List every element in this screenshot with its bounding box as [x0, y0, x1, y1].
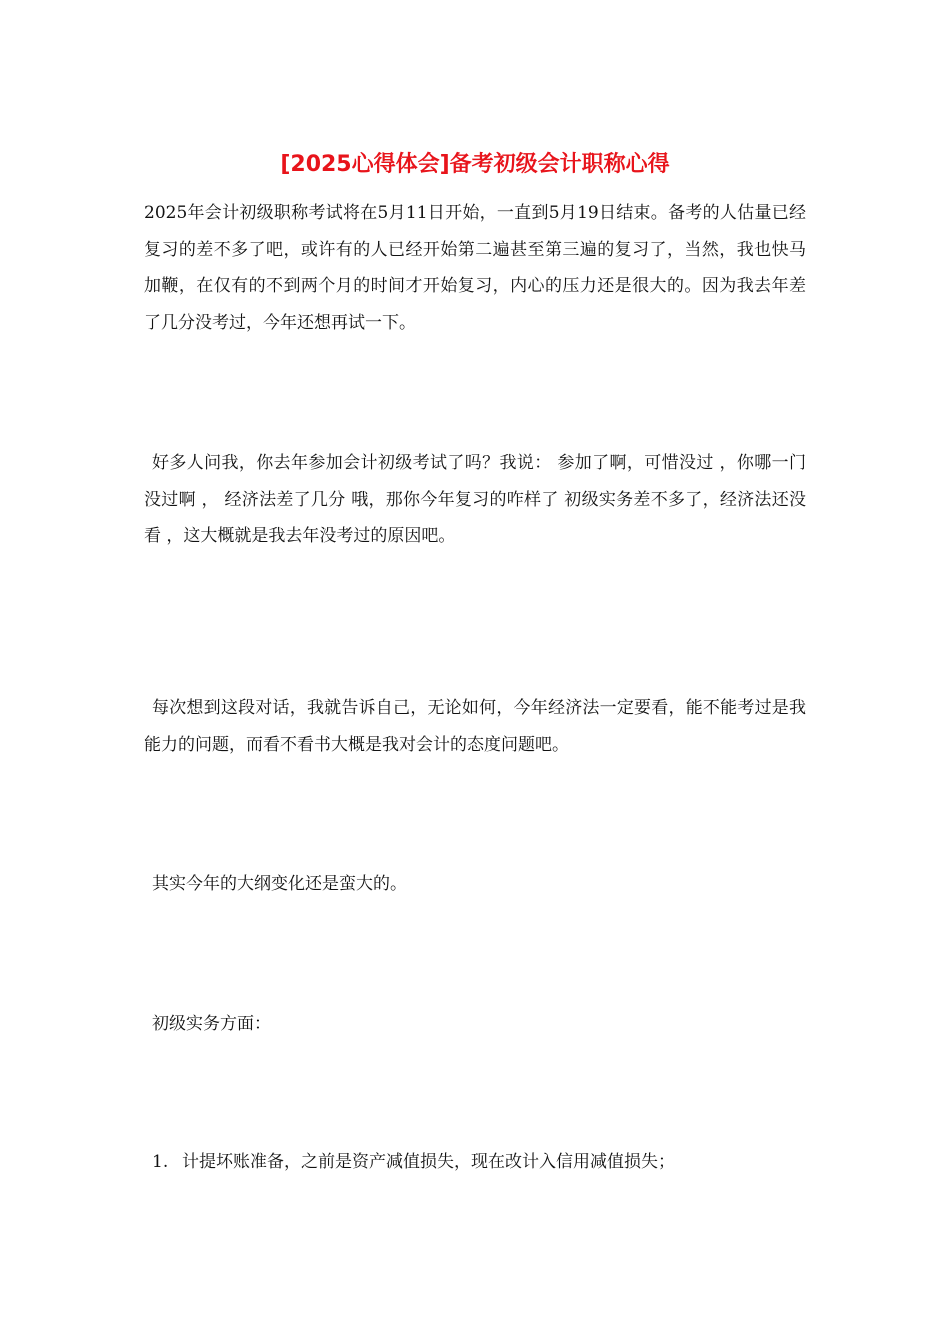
- document-title: [2025心得体会]备考初级会计职称心得: [280, 152, 670, 177]
- paragraph-dialogue: 好多人问我，你去年参加会计初级考试了吗？我说： 参加了啊，可惜没过 ，你哪一门没过啊 ， 经济法差了几分 哦，那你今年复习的咋样了 初级实务差不多了，经济法还没看 ，这大概就是我去年没考过的原因吧。: [144, 453, 806, 546]
- paragraph-intro: 2025年会计初级职称考试将在5月11日开始，一直到5月19日结束。备考的人估量已经复习的差不多了吧，或许有的人已经开始第二遍甚至第三遍的复习了，当然，我也快马加鞭，在仅有的不到两个月的时间才开始复习，内心的压力还是很大的。因为我去年差了几分没考过，今年还想再试一下。: [144, 203, 806, 333]
- list-item-number: 1.: [152, 1152, 169, 1172]
- paragraph-section-heading: 初级实务方面：: [152, 1014, 271, 1034]
- paragraph-reflection: 每次想到这段对话，我就告诉自己，无论如何，今年经济法一定要看，能不能考过是我能力的问题，而看不看书大概是我对会计的态度问题吧。: [144, 698, 806, 755]
- list-item-text: 计提坏账准备，之前是资产减值损失，现在改计入信用减值损失；: [182, 1152, 675, 1172]
- list-item: [152, 1144, 814, 1181]
- paragraph-syllabus-change: 其实今年的大纲变化还是蛮大的。: [152, 874, 407, 894]
